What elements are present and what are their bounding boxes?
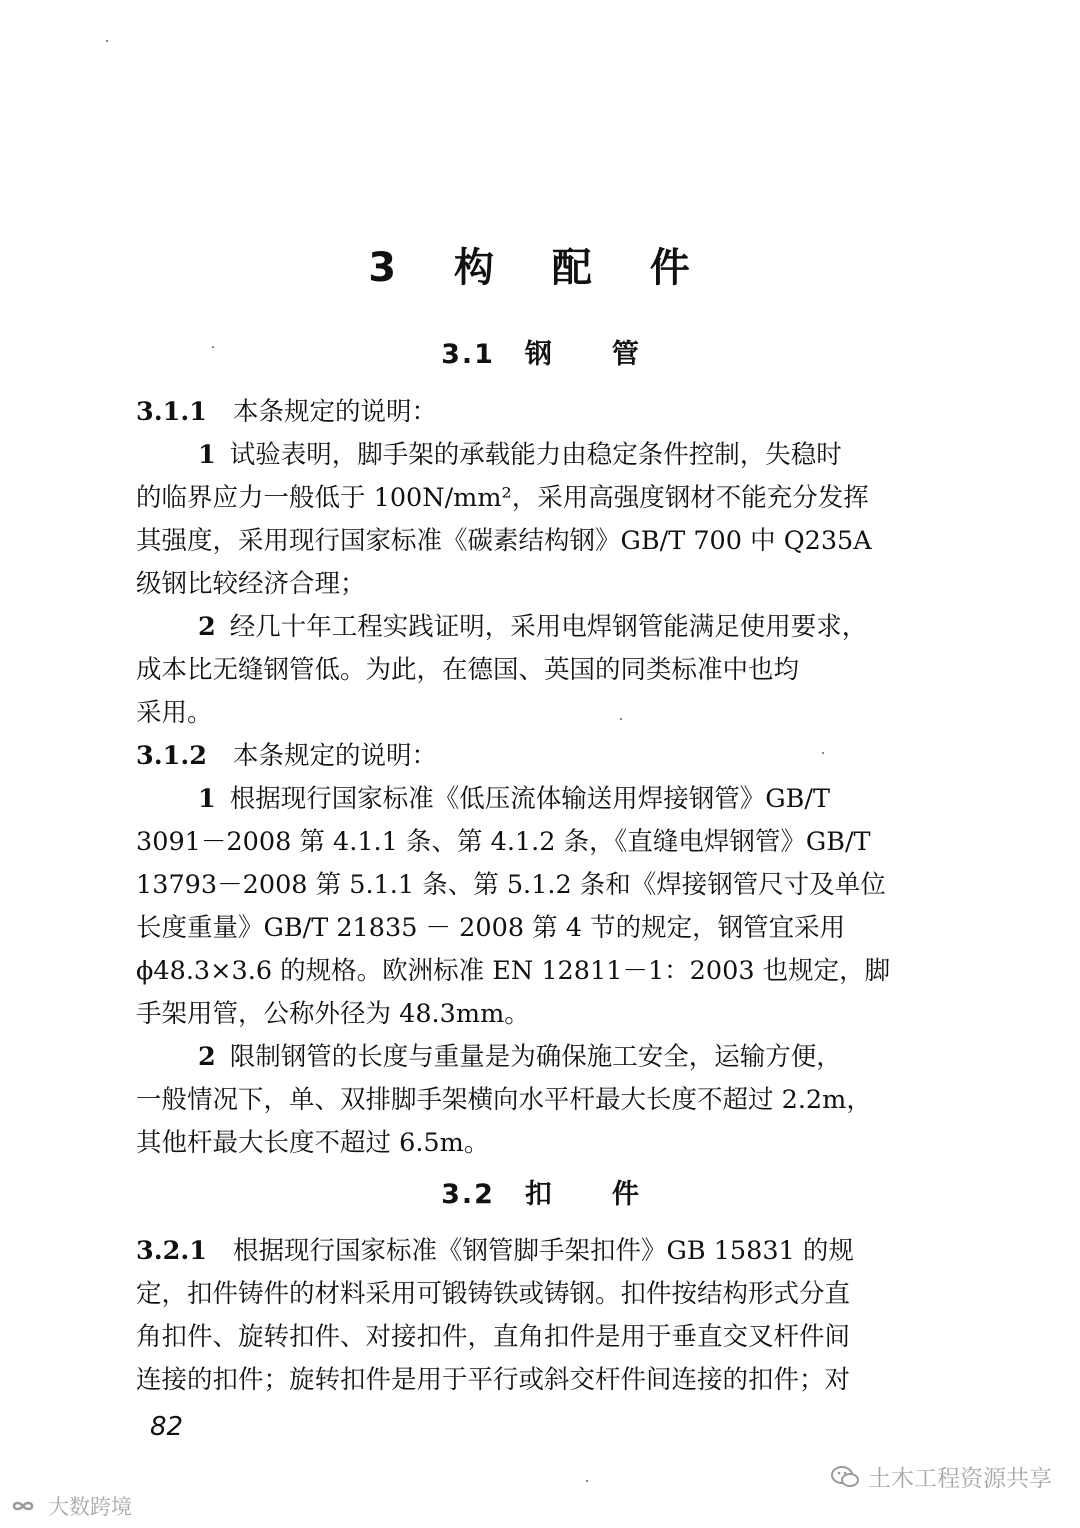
page-number: 82: [150, 1412, 184, 1442]
item-text: 根据现行国家标准《低压流体输送用焊接钢管》GB/T: [229, 784, 830, 814]
item-number: 2: [198, 612, 216, 642]
watermark-right: [830, 1460, 1052, 1496]
text-line: 长度重量》GB/T 21835 － 2008 第 4 节的规定，钢管宜采用: [136, 913, 846, 943]
text-line: 其他杆最大长度不超过 6.5m。: [136, 1128, 490, 1158]
chapter-title: 3 构 配 件: [368, 245, 712, 291]
clause-heading: [136, 391, 970, 434]
text-line: 手架用管，公称外径为 48.3mm。: [136, 999, 530, 1029]
clause-intro: 本条规定的说明：: [232, 741, 437, 771]
section-heading-3-1: [0, 332, 1080, 371]
text-line: 一般情况下，单、双排脚手架横向水平杆最大长度不超过 2.2m，: [136, 1085, 872, 1115]
text-line: [136, 606, 970, 649]
clause-number: 3.2.1: [136, 1236, 207, 1266]
item-number: 1: [198, 440, 216, 470]
item-text: 试验表明，脚手架的承载能力由稳定条件控制，失稳时: [229, 440, 842, 470]
text-line: [136, 434, 970, 477]
item-number: 1: [198, 784, 216, 814]
text-line: 13793－2008 第 5.1.1 条、第 5.1.2 条和《焊接钢管尺寸及单位: [136, 870, 886, 900]
text-line: 级钢比较经济合理；: [136, 569, 366, 599]
body-text-block-1: [136, 391, 970, 1165]
clause-intro: 本条规定的说明：: [232, 397, 437, 427]
infinity-logo-icon: [6, 1496, 40, 1521]
text-line: 采用。: [136, 698, 213, 728]
text-line: 3091－2008 第 4.1.1 条、第 4.1.2 条，《直缝电焊钢管》GB/T: [136, 827, 871, 857]
item-text: 经几十年工程实践证明，采用电焊钢管能满足使用要求，: [229, 612, 868, 642]
item-text: 限制钢管的长度与重量是为确保施工安全，运输方便，: [229, 1042, 842, 1072]
text-line: 定，扣件铸件的材料采用可锻铸铁或铸钢。扣件按结构形式分直: [136, 1279, 851, 1309]
text-line: 连接的扣件；旋转扣件是用于平行或斜交杆件间连接的扣件；对: [136, 1365, 851, 1395]
section-title-part: 件: [611, 1179, 639, 1210]
clause-number: 3.1.1: [136, 397, 207, 427]
section-title-part: 钢: [524, 339, 552, 370]
text-line: [136, 1036, 970, 1079]
section-heading-3-2: [0, 1172, 1080, 1211]
text-line: 其强度，采用现行国家标准《碳素结构钢》GB/T 700 中 Q235A: [136, 526, 872, 556]
text-line: 角扣件、旋转扣件、对接扣件，直角扣件是用于垂直交叉杆件间: [136, 1322, 851, 1352]
body-text-block-2: [136, 1230, 970, 1402]
section-title-part: 扣: [524, 1179, 552, 1210]
section-title-part: 管: [611, 339, 639, 370]
item-number: 2: [198, 1042, 216, 1072]
clause-number: 3.1.2: [136, 741, 207, 771]
watermark-left: [6, 1491, 132, 1521]
text-line: [136, 778, 970, 821]
item-text: 根据现行国家标准《钢管脚手架扣件》GB 15831 的规: [232, 1236, 854, 1266]
clause-heading: [136, 1230, 970, 1273]
section-number: 3.2: [441, 1179, 495, 1210]
watermark-right-text: 土木工程资源共享: [868, 1466, 1052, 1492]
wechat-icon: [830, 1464, 860, 1496]
text-line: 的临界应力一般低于 100N/mm²，采用高强度钢材不能充分发挥: [136, 483, 869, 513]
watermark-left-text: 大数跨境: [48, 1495, 132, 1519]
section-number: 3.1: [441, 339, 495, 370]
clause-heading: [136, 735, 970, 778]
text-line: ϕ48.3×3.6 的规格。欧洲标准 EN 12811－1：2003 也规定，脚: [136, 956, 891, 986]
text-line: 成本比无缝钢管低。为此，在德国、英国的同类标准中也均: [136, 655, 800, 685]
